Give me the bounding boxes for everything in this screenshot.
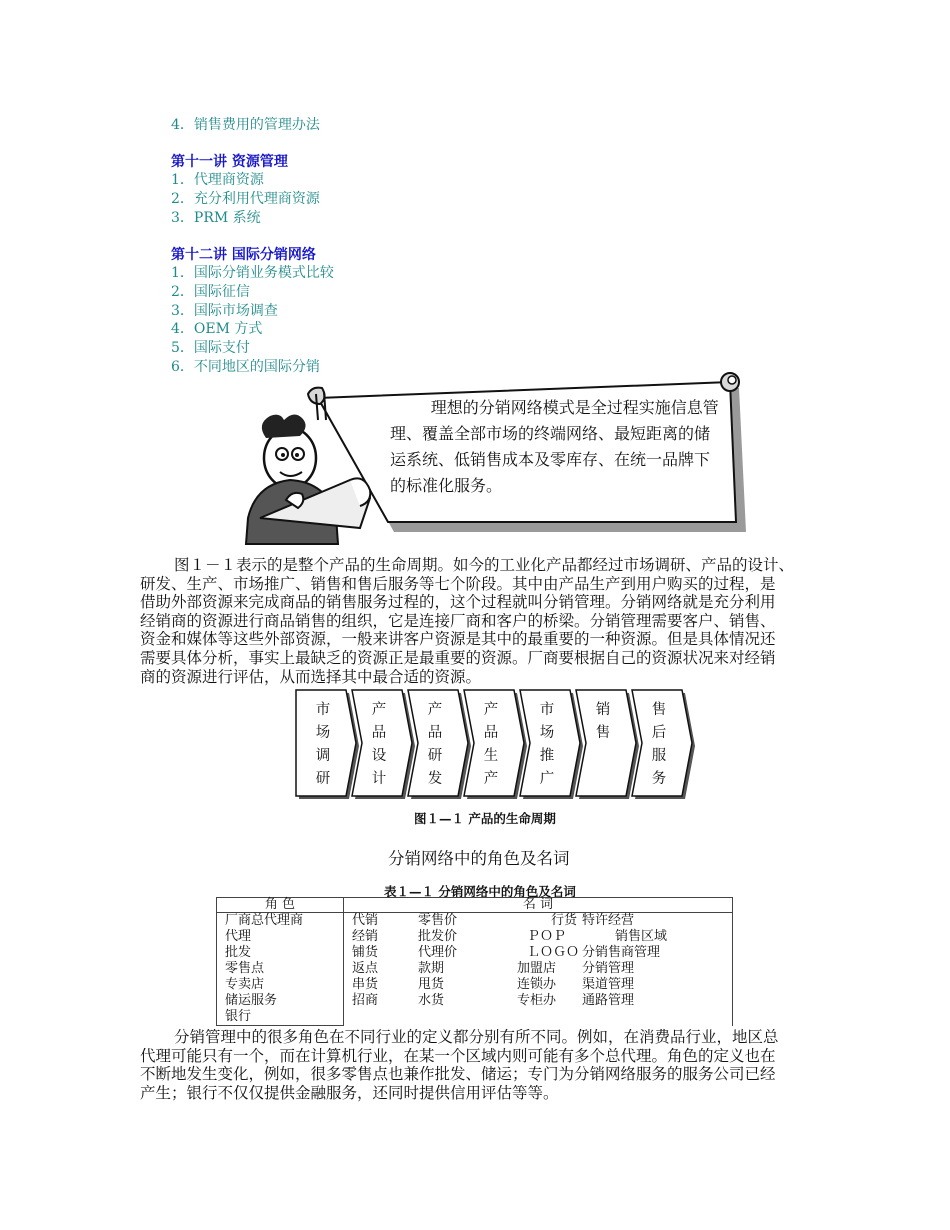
lifecycle-step-char: 广 xyxy=(539,771,555,787)
term-item: 代销 xyxy=(352,913,379,928)
lifecycle-step-char: 品 xyxy=(483,725,499,741)
role-item: 代理 xyxy=(225,929,252,944)
term-item: 渠道管理 xyxy=(582,977,635,992)
terms-cell xyxy=(344,913,733,1026)
paragraph-line: 研发、生产、市场推广、销售和售后服务等七个阶段。其中由产品生产到用户购买的过程，是 xyxy=(140,574,776,593)
lifecycle-step-char: 生 xyxy=(483,748,499,764)
lifecycle-step xyxy=(408,690,471,799)
lifecycle-step-char: 产 xyxy=(371,702,387,718)
role-item: 储运服务 xyxy=(225,993,278,1008)
callout-line: 运系统、低销售成本及零库存、在统一品牌下 xyxy=(390,450,711,469)
term-item: 铺货 xyxy=(352,945,379,960)
lifecycle-step-char: 务 xyxy=(651,771,667,787)
paragraph-line: 经销商的资源进行商品销售的组织，它是连接厂商和客户的桥梁。分销管理需要客户、销售、 xyxy=(140,611,776,630)
term-item: 水货 xyxy=(418,993,445,1008)
lifecycle-step xyxy=(632,690,695,799)
lifecycle-step-char: 设 xyxy=(371,748,387,764)
lifecycle-step-char: 产 xyxy=(483,771,499,787)
paragraph-line: 图１－１表示的是整个产品的生命周期。如今的工业化产品都经过市场调研、产品的设计、 xyxy=(174,556,795,574)
toc-item: 6．不同地区的国际分销 xyxy=(171,359,320,375)
term-item: 销售区域 xyxy=(615,929,668,944)
lifecycle-step-char: 品 xyxy=(371,725,387,741)
product-lifecycle-diagram xyxy=(292,686,702,804)
paragraph-line: 商的资源进行评估，从而选择其中最合适的资源。 xyxy=(140,667,482,686)
lifecycle-step-char: 服 xyxy=(651,748,667,764)
lifecycle-step xyxy=(464,690,527,799)
term-item: 经销 xyxy=(352,929,379,944)
lifecycle-step xyxy=(352,690,415,799)
lifecycle-step-char: 产 xyxy=(427,702,443,718)
toc-item: 5．国际支付 xyxy=(171,340,250,356)
lifecycle-step-char: 售 xyxy=(651,702,667,718)
term-item: 连锁办 xyxy=(517,977,557,992)
terms-grid xyxy=(352,913,732,1025)
toc-item: 2．国际征信 xyxy=(171,284,250,300)
toc-item: 4．销售费用的管理办法 xyxy=(171,117,320,133)
paragraph-line: 分销管理中的很多角色在不同行业的定义都分别有所不同。例如，在消费品行业，地区总 xyxy=(174,1028,779,1046)
lifecycle-step-char: 产 xyxy=(483,702,499,718)
lifecycle-step-char: 发 xyxy=(427,771,443,787)
toc-item: 1．代理商资源 xyxy=(171,172,264,188)
term-item: 代理价 xyxy=(418,945,458,960)
lifecycle-step-char: 后 xyxy=(651,725,667,741)
lifecycle-step-char: 销 xyxy=(595,702,611,718)
table-row xyxy=(217,913,733,1026)
paragraph-line: 资金和媒体等这些外部资源，一般来讲客户资源是其中的最重要的一种资源。但是具体情况还 xyxy=(140,630,776,649)
roles-cell xyxy=(217,913,344,1026)
lifecycle-step-char: 场 xyxy=(315,725,331,741)
paragraph-line: 不断地发生变化，例如，很多零售点也兼作批发、储运；专门为分销网络服务的服务公司已经 xyxy=(140,1065,776,1084)
toc-item: 3．PRM 系统 xyxy=(171,210,261,226)
toc-item: 4．OEM 方式 xyxy=(171,321,263,337)
paragraph-line: 代理可能只有一个，而在计算机行业，在某一个区域内则可能有多个总代理。角色的定义也在 xyxy=(140,1046,776,1065)
term-item: ＬＯＧＯ xyxy=(527,945,580,960)
term-item: 甩货 xyxy=(418,977,445,992)
callout-text xyxy=(390,395,730,499)
roles-terms-table xyxy=(216,897,733,1026)
term-item: 批发价 xyxy=(418,929,458,944)
term-item: 特许经营 xyxy=(582,913,635,928)
term-item: 专柜办 xyxy=(517,993,557,1008)
term-item: 行货 xyxy=(551,913,578,928)
callout-line: 的标准化服务。 xyxy=(390,476,503,495)
role-item: 专卖店 xyxy=(225,977,265,992)
lifecycle-step-char: 研 xyxy=(315,771,331,787)
term-item: 款期 xyxy=(418,961,445,976)
lifecycle-step-char: 市 xyxy=(315,702,331,718)
section-title: 分销网络中的角色及名词 xyxy=(388,849,570,868)
header-terms: 名 词 xyxy=(344,898,733,913)
term-item: 串货 xyxy=(352,977,379,992)
lifecycle-step-char: 计 xyxy=(371,771,387,787)
lifecycle-step-char: 推 xyxy=(539,748,555,764)
lecture-11-title: 第十一讲 资源管理 xyxy=(171,154,288,170)
role-item: 零售点 xyxy=(225,961,265,976)
paragraph-line: 需要具体分析，事实上最缺乏的资源正是最重要的资源。厂商要根据自己的资源状况来对经销 xyxy=(140,648,776,667)
paragraph-lifecycle xyxy=(140,556,811,686)
paragraph-line: 产生；银行不仅仅提供金融服务，还同时提供信用评估等等。 xyxy=(140,1083,559,1102)
table-caption: 表１—１ 分销网络中的角色及名词 xyxy=(384,884,576,899)
term-item: 通路管理 xyxy=(582,993,635,1008)
lifecycle-step-char: 品 xyxy=(427,725,443,741)
lifecycle-step xyxy=(576,690,639,799)
lifecycle-step-char: 市 xyxy=(539,702,555,718)
term-item: 零售价 xyxy=(418,913,458,928)
lifecycle-caption: 图１—１ 产品的生命周期 xyxy=(414,811,556,826)
term-item: ＰＯＰ xyxy=(527,929,567,944)
lecture-12-title: 第十二讲 国际分销网络 xyxy=(171,247,316,263)
paragraph-roles xyxy=(140,1028,811,1102)
lifecycle-step xyxy=(296,690,359,799)
role-item: 厂商总代理商 xyxy=(225,913,304,928)
term-item: 返点 xyxy=(352,961,379,976)
term-item: 招商 xyxy=(352,993,379,1008)
role-item: 批发 xyxy=(225,945,252,960)
lifecycle-step-char: 场 xyxy=(539,725,555,741)
term-item: 分销管理 xyxy=(582,961,635,976)
callout-line: 理、覆盖全部市场的终端网络、最短距离的储 xyxy=(390,424,711,443)
lifecycle-step-char: 售 xyxy=(595,725,611,741)
lifecycle-step-char: 调 xyxy=(315,748,331,764)
toc-item: 1．国际分销业务模式比较 xyxy=(171,265,334,281)
toc-item: 3．国际市场调查 xyxy=(171,303,278,319)
term-item: 加盟店 xyxy=(517,961,557,976)
callout-line: 理想的分销网络模式是全过程实施信息管 xyxy=(390,398,719,417)
role-item: 银行 xyxy=(225,1009,252,1024)
lifecycle-step xyxy=(520,690,583,799)
table-header-row xyxy=(217,898,733,913)
term-item: 分销售商管理 xyxy=(582,945,661,960)
lifecycle-step-char: 研 xyxy=(427,748,443,764)
paragraph-line: 借助外部资源来完成商品的销售服务过程的，这个过程就叫分销管理。分销网络就是充分利用 xyxy=(140,593,776,612)
header-role: 角 色 xyxy=(217,898,344,913)
toc-item: 2．充分利用代理商资源 xyxy=(171,191,320,207)
